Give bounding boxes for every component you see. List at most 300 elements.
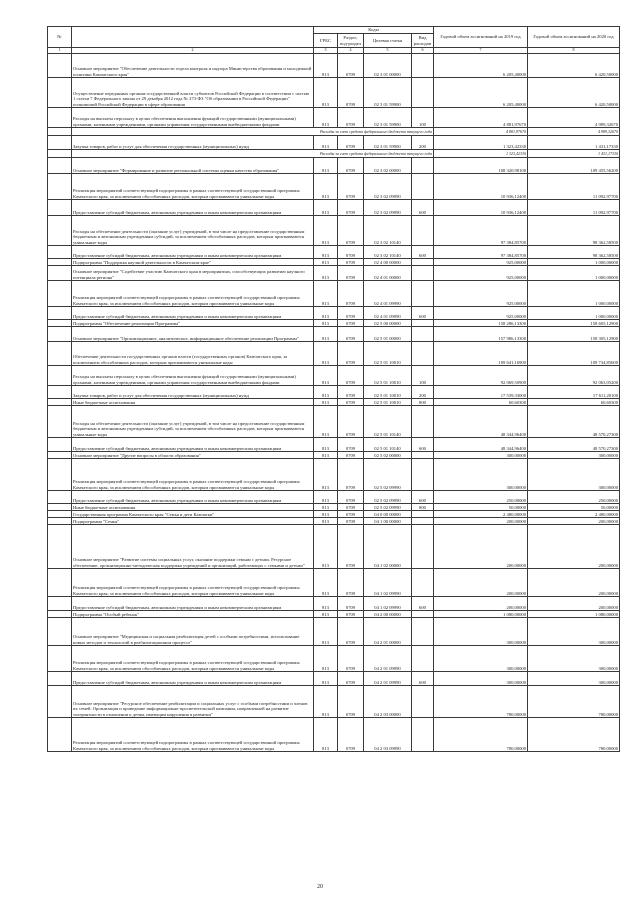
row-csr: 02 5 02 09990 bbox=[364, 504, 412, 511]
row-value-2020: 1 000,00000 bbox=[528, 281, 620, 307]
row-csr: 02 5 01 00000 bbox=[364, 327, 412, 342]
row-value-2019: 97 384,85700 bbox=[434, 246, 528, 259]
table-note-row bbox=[48, 150, 620, 158]
row-grbs: 813 bbox=[314, 174, 338, 200]
row-name: Реализация мероприятий соответствующей подпрограммы в рамках соответствующей государственной программы Камчатского края, за исключением обособленных расходов, которым присваиваются уникальные коды bbox=[72, 281, 314, 307]
table-row bbox=[48, 158, 620, 174]
row-vr: 600 bbox=[412, 200, 434, 216]
row-razdel: 0709 bbox=[338, 646, 364, 672]
table-row bbox=[48, 246, 620, 259]
row-value-2020: 48 570,27300 bbox=[528, 406, 620, 438]
row-grbs: 813 bbox=[314, 54, 338, 78]
row-number bbox=[48, 406, 72, 438]
row-value-2019: 780,00000 bbox=[434, 686, 528, 718]
row-grbs: 813 bbox=[314, 366, 338, 386]
table-body bbox=[48, 48, 620, 752]
table-row bbox=[48, 266, 620, 281]
row-grbs: 813 bbox=[314, 511, 338, 518]
row-value-2019: 200,00000 bbox=[434, 597, 528, 611]
row-number bbox=[48, 511, 72, 518]
row-vr bbox=[412, 718, 434, 752]
row-vr: 600 bbox=[412, 672, 434, 686]
row-grbs: 813 bbox=[314, 672, 338, 686]
row-value-2020: 98 362,58500 bbox=[528, 246, 620, 259]
row-name: Предоставление субсидий бюджетным, автономным учреждениям и иным некоммерческим организациям bbox=[72, 246, 314, 259]
row-csr: 02 3 02 10140 bbox=[364, 216, 412, 246]
row-value-2019: 158 286,13300 bbox=[434, 320, 528, 327]
row-value-2020: 98 362,58500 bbox=[528, 216, 620, 246]
row-name: Государственная программа Камчатского края "Семья и дети Камчатки" bbox=[72, 511, 314, 518]
row-vr bbox=[412, 452, 434, 459]
row-razdel: 0709 bbox=[338, 597, 364, 611]
row-vr: 800 bbox=[412, 399, 434, 406]
row-number bbox=[48, 525, 72, 569]
table-row bbox=[48, 491, 620, 504]
row-csr: 02 3 02 00000 bbox=[364, 158, 412, 174]
table-row bbox=[48, 281, 620, 307]
row-name: Реализация мероприятий соответствующей подпрограммы в рамках соответствующей государственной программы Камчатского края, за исключением обособленных расходов, которым присваиваются уникальные коды bbox=[72, 646, 314, 672]
row-value-2020: 200,00000 bbox=[528, 569, 620, 597]
row-name: Подпрограмма "Поддержка научной деятельности в Камчатском крае" bbox=[72, 259, 314, 266]
row-number bbox=[48, 174, 72, 200]
row-razdel: 0709 bbox=[338, 672, 364, 686]
row-value-2019: 17 539,33000 bbox=[434, 386, 528, 399]
row-grbs: 813 bbox=[314, 569, 338, 597]
row-value-2020: 6 420,50000 bbox=[528, 78, 620, 108]
row-vr bbox=[412, 646, 434, 672]
row-csr: 04 2 03 00000 bbox=[364, 686, 412, 718]
table-row bbox=[48, 525, 620, 569]
row-number bbox=[48, 108, 72, 128]
header-codes-group: Коды bbox=[314, 27, 434, 34]
row-csr: 02 4 00 00000 bbox=[364, 259, 412, 266]
row-csr: 04 2 01 00000 bbox=[364, 618, 412, 646]
row-csr: 02 3 02 09990 bbox=[364, 200, 412, 216]
row-value-2020: 158 605,12900 bbox=[528, 320, 620, 327]
row-vr bbox=[412, 216, 434, 246]
row-number bbox=[48, 646, 72, 672]
index-cell: 4 bbox=[338, 48, 364, 54]
row-value-2019: 6 205,40000 bbox=[434, 54, 528, 78]
note-spacer bbox=[48, 150, 72, 158]
row-value-2019: 300,00000 bbox=[434, 646, 528, 672]
row-value-2020: 300,00000 bbox=[528, 646, 620, 672]
index-cell: 3 bbox=[314, 48, 338, 54]
row-vr bbox=[412, 281, 434, 307]
row-vr bbox=[412, 54, 434, 78]
row-value-2019: 200,00000 bbox=[434, 569, 528, 597]
row-razdel: 0709 bbox=[338, 569, 364, 597]
row-vr: 600 bbox=[412, 246, 434, 259]
row-value-2020: 109 734,85600 bbox=[528, 342, 620, 366]
row-value-2020: 6 420,50000 bbox=[528, 54, 620, 78]
row-csr: 02 3 01 00000 bbox=[364, 54, 412, 78]
row-number bbox=[48, 386, 72, 399]
row-razdel: 0709 bbox=[338, 174, 364, 200]
row-name: Предоставление субсидий бюджетным, автономным учреждениям и иным некоммерческим организациям bbox=[72, 438, 314, 452]
row-vr bbox=[412, 511, 434, 518]
row-grbs: 813 bbox=[314, 136, 338, 150]
row-number bbox=[48, 266, 72, 281]
row-razdel: 0709 bbox=[338, 718, 364, 752]
table-row bbox=[48, 452, 620, 459]
row-csr: 02 5 01 10010 bbox=[364, 342, 412, 366]
row-razdel: 0709 bbox=[338, 518, 364, 525]
row-csr: 04 1 00 00000 bbox=[364, 518, 412, 525]
row-razdel: 0709 bbox=[338, 618, 364, 646]
page-number: 20 bbox=[317, 884, 323, 890]
row-razdel: 0709 bbox=[338, 399, 364, 406]
row-name: Основное мероприятие "Содействие участию Камчатского края в мероприятиях, способствующих развитию научного потенциала региона" bbox=[72, 266, 314, 281]
row-grbs: 813 bbox=[314, 618, 338, 646]
row-grbs: 813 bbox=[314, 259, 338, 266]
table-row bbox=[48, 504, 620, 511]
row-name: Предоставление субсидий бюджетным, автономным учреждениям и иным некоммерческим организациям bbox=[72, 491, 314, 504]
row-value-2019: 300,00000 bbox=[434, 618, 528, 646]
row-vr bbox=[412, 78, 434, 108]
row-csr: 02 3 01 59900 bbox=[364, 108, 412, 128]
row-value-2019: 157 986,13300 bbox=[434, 327, 528, 342]
header-year-2020: Годовой объем ассигнований на 2020 год bbox=[528, 27, 620, 48]
row-value-2019: 10 936,12400 bbox=[434, 174, 528, 200]
table-row bbox=[48, 200, 620, 216]
row-razdel: 0709 bbox=[338, 54, 364, 78]
row-value-2020: 1 080,00000 bbox=[528, 611, 620, 618]
index-cell: 8 bbox=[528, 48, 620, 54]
row-number bbox=[48, 618, 72, 646]
row-name: Иные бюджетные ассигнования bbox=[72, 399, 314, 406]
row-csr: 02 5 01 10010 bbox=[364, 399, 412, 406]
index-cell: 2 bbox=[72, 48, 314, 54]
row-value-2019: 10 936,12400 bbox=[434, 200, 528, 216]
row-vr bbox=[412, 525, 434, 569]
row-number bbox=[48, 158, 72, 174]
row-name: Основное мероприятие "Ресурсное обеспечение реабилитации и социальных услуг с особыми потребностями и членов их семей. Организация и проведение информационно-просветительской кампании, направленной на развитие толерантности в отношении к детям, имеющим нарушения в развитии" bbox=[72, 686, 314, 718]
row-csr: 02 5 02 09990 bbox=[364, 491, 412, 504]
row-name: Реализация мероприятий соответствующей подпрограммы в рамках соответствующей государственной программы Камчатского края, за исключением обособленных расходов, которым присваиваются уникальные коды bbox=[72, 569, 314, 597]
row-vr bbox=[412, 459, 434, 491]
row-csr: 02 4 01 09990 bbox=[364, 307, 412, 320]
row-vr: 800 bbox=[412, 504, 434, 511]
row-number bbox=[48, 718, 72, 752]
row-number bbox=[48, 136, 72, 150]
row-grbs: 813 bbox=[314, 386, 338, 399]
row-value-2019: 925,00000 bbox=[434, 281, 528, 307]
row-number bbox=[48, 504, 72, 511]
row-value-2019: 4 881,97670 bbox=[434, 108, 528, 128]
header-razdel: Раздел, под-раздел bbox=[338, 34, 364, 48]
row-name: Основное мероприятие "Медицинская и социальная реабилитация детей с особыми потребностями, использование новых методов и технологий в реабилитационном процессе" bbox=[72, 618, 314, 646]
table-row bbox=[48, 307, 620, 320]
row-grbs: 813 bbox=[314, 399, 338, 406]
row-razdel: 0709 bbox=[338, 320, 364, 327]
table-row bbox=[48, 78, 620, 108]
table-row bbox=[48, 174, 620, 200]
row-csr: 02 5 00 00000 bbox=[364, 320, 412, 327]
header-year-2019: Годовой объем ассигнований на 2019 год bbox=[434, 27, 528, 48]
row-grbs: 813 bbox=[314, 246, 338, 259]
table-row bbox=[48, 108, 620, 128]
row-value-2020: 300,00000 bbox=[528, 452, 620, 459]
row-razdel: 0709 bbox=[338, 307, 364, 320]
row-name: Расходы на выплаты персоналу в целях обеспечения выполнения функций государственными (муниципальными) органами, казенными учреждениями, органами управления государственными внебюджетными фондами bbox=[72, 108, 314, 128]
row-number bbox=[48, 216, 72, 246]
row-razdel: 0709 bbox=[338, 504, 364, 511]
table-note-row bbox=[48, 128, 620, 136]
row-razdel: 0709 bbox=[338, 216, 364, 246]
row-razdel: 0709 bbox=[338, 200, 364, 216]
row-grbs: 813 bbox=[314, 646, 338, 672]
row-vr bbox=[412, 320, 434, 327]
row-number bbox=[48, 281, 72, 307]
row-vr bbox=[412, 686, 434, 718]
row-csr: 04 2 00 00000 bbox=[364, 611, 412, 618]
row-value-2019: 50,00000 bbox=[434, 504, 528, 511]
table-row bbox=[48, 611, 620, 618]
row-name: Расходы на обеспечение деятельности (оказание услуг) учреждений, в том числе на предоставление государственным бюджетным и автономным учреждениям субсидий, за исключением обособленных расходов, которым присваиваются уникальные коды bbox=[72, 406, 314, 438]
row-grbs: 813 bbox=[314, 327, 338, 342]
row-csr: 02 5 02 09990 bbox=[364, 459, 412, 491]
row-razdel: 0709 bbox=[338, 511, 364, 518]
table-row bbox=[48, 618, 620, 646]
row-csr: 02 5 02 00000 bbox=[364, 452, 412, 459]
row-value-2020: 300,00000 bbox=[528, 459, 620, 491]
row-value-2019: 925,00000 bbox=[434, 307, 528, 320]
table-row bbox=[48, 406, 620, 438]
row-name: Реализация мероприятий соответствующей подпрограммы в рамках соответствующей государственной программы Камчатского края, за исключением обособленных расходов, которым присваиваются уникальные коды bbox=[72, 718, 314, 752]
row-value-2020: 92 063,05200 bbox=[528, 366, 620, 386]
row-name: Иные бюджетные ассигнования bbox=[72, 504, 314, 511]
row-value-2020: 48 570,27300 bbox=[528, 438, 620, 452]
row-name: Реализация мероприятий соответствующей подпрограммы в рамках соответствующей государственной программы Камчатского края, за исключением обособленных расходов, которым присваиваются уникальные коды bbox=[72, 459, 314, 491]
table-row bbox=[48, 438, 620, 452]
row-grbs: 813 bbox=[314, 307, 338, 320]
row-grbs: 813 bbox=[314, 108, 338, 128]
row-value-2020: 250,00000 bbox=[528, 491, 620, 504]
header-vr: Вид расходов bbox=[412, 34, 434, 48]
row-name: Реализация мероприятий соответствующей подпрограммы в рамках соответствующей государственной программы Камчатского края, за исключением обособленных расходов, которым присваиваются уникальные коды bbox=[72, 174, 314, 200]
note-text: Расходы за счет средств федерального бюджета текущего года bbox=[72, 128, 434, 136]
row-csr: 02 3 01 59900 bbox=[364, 78, 412, 108]
row-grbs: 813 bbox=[314, 459, 338, 491]
row-value-2019: 2 480,00000 bbox=[434, 511, 528, 518]
row-razdel: 0709 bbox=[338, 438, 364, 452]
row-number bbox=[48, 246, 72, 259]
row-value-2019: 200,00000 bbox=[434, 518, 528, 525]
table-row bbox=[48, 54, 620, 78]
row-vr bbox=[412, 611, 434, 618]
table-row bbox=[48, 686, 620, 718]
row-number bbox=[48, 597, 72, 611]
row-value-2020: 1 000,00000 bbox=[528, 266, 620, 281]
table-row bbox=[48, 569, 620, 597]
row-razdel: 0709 bbox=[338, 459, 364, 491]
table-row bbox=[48, 459, 620, 491]
row-razdel: 0709 bbox=[338, 525, 364, 569]
row-value-2019: 48 344,96400 bbox=[434, 406, 528, 438]
note-value-2019: 4 881,97670 bbox=[434, 128, 528, 136]
row-vr bbox=[412, 174, 434, 200]
row-number bbox=[48, 569, 72, 597]
row-csr: 04 2 01 09990 bbox=[364, 672, 412, 686]
index-cell: 7 bbox=[434, 48, 528, 54]
row-grbs: 813 bbox=[314, 438, 338, 452]
row-value-2020: 4 989,32670 bbox=[528, 108, 620, 128]
row-name: Расходы на обеспечение деятельности (оказание услуг) учреждений, в том числе на предоставление государственным бюджетным и автономным учреждениям субсидий, за исключением обособленных расходов, которым присваиваются уникальные коды bbox=[72, 216, 314, 246]
index-cell: 6 bbox=[412, 48, 434, 54]
row-vr bbox=[412, 569, 434, 597]
table-row bbox=[48, 342, 620, 366]
row-number bbox=[48, 259, 72, 266]
row-vr bbox=[412, 327, 434, 342]
row-csr: 04 2 01 09990 bbox=[364, 646, 412, 672]
row-csr: 02 3 01 59900 bbox=[364, 136, 412, 150]
row-value-2020: 60,60300 bbox=[528, 399, 620, 406]
row-razdel: 0709 bbox=[338, 686, 364, 718]
row-name: Основное мероприятие "Другие вопросы в области образования" bbox=[72, 452, 314, 459]
row-grbs: 813 bbox=[314, 611, 338, 618]
row-csr: 02 5 01 10010 bbox=[364, 386, 412, 399]
row-value-2020: 300,00000 bbox=[528, 672, 620, 686]
row-grbs: 813 bbox=[314, 406, 338, 438]
row-csr: 02 4 01 09990 bbox=[364, 281, 412, 307]
row-value-2020: 2 480,00000 bbox=[528, 511, 620, 518]
row-name: Закупка товаров, работ и услуг для обеспечения государственных (муниципальных) нужд bbox=[72, 136, 314, 150]
row-name: Подпрограмма "Обеспечение реализации Программы" bbox=[72, 320, 314, 327]
row-vr bbox=[412, 259, 434, 266]
row-value-2019: 6 205,40000 bbox=[434, 78, 528, 108]
note-value-2020: 1 431,17330 bbox=[528, 150, 620, 158]
row-razdel: 0709 bbox=[338, 452, 364, 459]
row-name: Подпрограмма "Особый ребенок" bbox=[72, 611, 314, 618]
row-razdel: 0709 bbox=[338, 78, 364, 108]
table-row bbox=[48, 320, 620, 327]
row-razdel: 0709 bbox=[338, 386, 364, 399]
note-value-2020: 4 989,32670 bbox=[528, 128, 620, 136]
row-name: Основное мероприятие "Организационное, аналитическое, информационное обеспечение реализации Программы" bbox=[72, 327, 314, 342]
row-razdel: 0709 bbox=[338, 259, 364, 266]
row-vr: 200 bbox=[412, 386, 434, 399]
row-vr: 600 bbox=[412, 597, 434, 611]
row-grbs: 813 bbox=[314, 597, 338, 611]
row-razdel: 0709 bbox=[338, 281, 364, 307]
row-value-2020: 780,00000 bbox=[528, 718, 620, 752]
row-value-2019: 109 641,16900 bbox=[434, 342, 528, 366]
row-value-2020: 1 431,17330 bbox=[528, 136, 620, 150]
row-number bbox=[48, 452, 72, 459]
table-row bbox=[48, 386, 620, 399]
row-number bbox=[48, 459, 72, 491]
table-row bbox=[48, 366, 620, 386]
table-row bbox=[48, 216, 620, 246]
row-vr bbox=[412, 406, 434, 438]
row-number bbox=[48, 686, 72, 718]
row-value-2019: 48 344,96400 bbox=[434, 438, 528, 452]
row-razdel: 0709 bbox=[338, 611, 364, 618]
row-grbs: 813 bbox=[314, 158, 338, 174]
row-grbs: 813 bbox=[314, 518, 338, 525]
row-razdel: 0709 bbox=[338, 246, 364, 259]
row-value-2020: 158 305,12900 bbox=[528, 327, 620, 342]
row-name: Предоставление субсидий бюджетным, автономным учреждениям и иным некоммерческим организациям bbox=[72, 307, 314, 320]
row-value-2020: 200,00000 bbox=[528, 518, 620, 525]
row-number bbox=[48, 342, 72, 366]
row-name: Осуществление переданных органам государственной власти субъектов Российской Федерации в соответствии с частью 1 статьи 7 Федерального закона от 29 декабря 2012 года № 273-ФЗ "Об образовании в Российской Федерации" полномочий Российской Федерации в сфере образования bbox=[72, 78, 314, 108]
row-name: Закупка товаров, работ и услуг для обеспечения государственных (муниципальных) нужд bbox=[72, 386, 314, 399]
row-value-2020: 780,00000 bbox=[528, 686, 620, 718]
row-name: Подпрограмма "Семья" bbox=[72, 518, 314, 525]
row-grbs: 813 bbox=[314, 525, 338, 569]
header-csr: Целевая статья bbox=[364, 34, 412, 48]
index-cell: 1 bbox=[48, 48, 72, 54]
row-vr bbox=[412, 518, 434, 525]
row-value-2020: 200,00000 bbox=[528, 597, 620, 611]
row-vr: 600 bbox=[412, 438, 434, 452]
row-vr bbox=[412, 618, 434, 646]
row-razdel: 0709 bbox=[338, 366, 364, 386]
row-grbs: 813 bbox=[314, 686, 338, 718]
table-row bbox=[48, 672, 620, 686]
table-row bbox=[48, 399, 620, 406]
row-value-2019: 250,00000 bbox=[434, 491, 528, 504]
note-value-2019: 1 323,42330 bbox=[434, 150, 528, 158]
row-value-2019: 1 323,42330 bbox=[434, 136, 528, 150]
table-row bbox=[48, 718, 620, 752]
row-grbs: 813 bbox=[314, 78, 338, 108]
row-number bbox=[48, 611, 72, 618]
budget-table bbox=[47, 26, 620, 752]
row-razdel: 0709 bbox=[338, 158, 364, 174]
row-value-2019: 925,00000 bbox=[434, 266, 528, 281]
row-value-2020: 200,00000 bbox=[528, 525, 620, 569]
row-csr: 04 1 02 09990 bbox=[364, 569, 412, 597]
row-value-2019: 92 069,50900 bbox=[434, 366, 528, 386]
row-value-2020: 50,00000 bbox=[528, 504, 620, 511]
row-name: Расходы на выплаты персоналу в целях обеспечения выполнения функций государственными (муниципальными) органами, казенными учреждениями, органами управления государственными внебюджетными фондами bbox=[72, 366, 314, 386]
row-value-2019: 200,00000 bbox=[434, 525, 528, 569]
row-number bbox=[48, 78, 72, 108]
row-name: Предоставление субсидий бюджетным, автономным учреждениям и иным некоммерческим организациям bbox=[72, 597, 314, 611]
row-value-2019: 925,00000 bbox=[434, 259, 528, 266]
row-vr: 600 bbox=[412, 491, 434, 504]
row-grbs: 813 bbox=[314, 266, 338, 281]
row-csr: 04 2 03 09990 bbox=[364, 718, 412, 752]
row-csr: 02 3 02 10140 bbox=[364, 246, 412, 259]
row-number bbox=[48, 491, 72, 504]
row-grbs: 813 bbox=[314, 342, 338, 366]
row-grbs: 813 bbox=[314, 504, 338, 511]
row-value-2019: 300,00000 bbox=[434, 672, 528, 686]
row-name: Основное мероприятие "Обеспечение деятельности отдела контроля и надзора Министерства образования и молодежной политики Камчатского края" bbox=[72, 54, 314, 78]
row-vr bbox=[412, 342, 434, 366]
row-grbs: 813 bbox=[314, 281, 338, 307]
row-name: Основное мероприятие "Развитие системы социальных услуг, оказание поддержки семьям с детьми. Ресурсное обеспечение, организационно-методическая поддержка учреждений и организаций, работающих с семьями и детьми" bbox=[72, 525, 314, 569]
row-value-2020: 17 611,20100 bbox=[528, 386, 620, 399]
header-grbs: ГРБС bbox=[314, 34, 338, 48]
row-name: Предоставление субсидий бюджетным, автономным учреждениям и иным некоммерческим организациям bbox=[72, 200, 314, 216]
table-row bbox=[48, 136, 620, 150]
row-vr: 100 bbox=[412, 366, 434, 386]
row-grbs: 813 bbox=[314, 200, 338, 216]
row-csr: 02 5 01 10140 bbox=[364, 406, 412, 438]
row-number bbox=[48, 366, 72, 386]
row-number bbox=[48, 320, 72, 327]
row-number bbox=[48, 54, 72, 78]
row-grbs: 813 bbox=[314, 320, 338, 327]
row-grbs: 813 bbox=[314, 491, 338, 504]
row-csr: 04 1 02 09990 bbox=[364, 597, 412, 611]
row-value-2020: 1 000,00000 bbox=[528, 307, 620, 320]
